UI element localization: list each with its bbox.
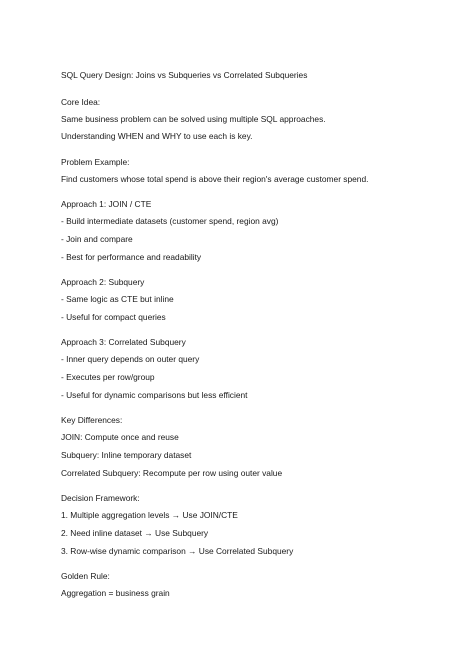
- problem-heading: Problem Example:: [61, 157, 130, 167]
- approach2-bullet: - Useful for compact queries: [61, 312, 166, 322]
- decision-framework-line: 3. Row-wise dynamic comparison → Use Correlated Subquery: [61, 546, 294, 556]
- approach1-bullet: - Join and compare: [61, 234, 133, 244]
- approach3-bullet: - Useful for dynamic comparisons but less efficient: [61, 390, 248, 400]
- key-differences-line: Correlated Subquery: Recompute per row using outer value: [61, 468, 283, 478]
- approach1-heading: Approach 1: JOIN / CTE: [61, 199, 152, 209]
- approach3-bullet: - Inner query depends on outer query: [61, 354, 200, 364]
- key-differences-line: Subquery: Inline temporary dataset: [61, 450, 192, 460]
- approach2-bullet: - Same logic as CTE but inline: [61, 294, 174, 304]
- decision-framework-line: 2. Need inline dataset → Use Subquery: [61, 528, 209, 538]
- approach1-bullet: - Best for performance and readability: [61, 252, 202, 262]
- key-differences-line: JOIN: Compute once and reuse: [61, 432, 179, 442]
- approach2-heading: Approach 2: Subquery: [61, 277, 145, 287]
- golden-rule-heading: Golden Rule:: [61, 571, 110, 581]
- approach3-heading: Approach 3: Correlated Subquery: [61, 337, 186, 347]
- core-idea-line: Same business problem can be solved using multiple SQL approaches.: [61, 114, 326, 124]
- approach1-bullet: - Build intermediate datasets (customer spend, region avg): [61, 216, 279, 226]
- core-idea-heading: Core Idea:: [61, 97, 101, 107]
- problem-line: Find customers whose total spend is above their region's average customer spend.: [61, 174, 369, 184]
- approach3-bullet: - Executes per row/group: [61, 372, 155, 382]
- golden-rule-line: Aggregation = business grain: [61, 588, 170, 598]
- core-idea-line: Understanding WHEN and WHY to use each is key.: [61, 131, 253, 141]
- decision-framework-heading: Decision Framework:: [61, 493, 140, 503]
- document-title: SQL Query Design: Joins vs Subqueries vs Correlated Subqueries: [61, 70, 308, 80]
- key-differences-heading: Key Differences:: [61, 415, 123, 425]
- decision-framework-line: 1. Multiple aggregation levels → Use JOIN/CTE: [61, 510, 238, 520]
